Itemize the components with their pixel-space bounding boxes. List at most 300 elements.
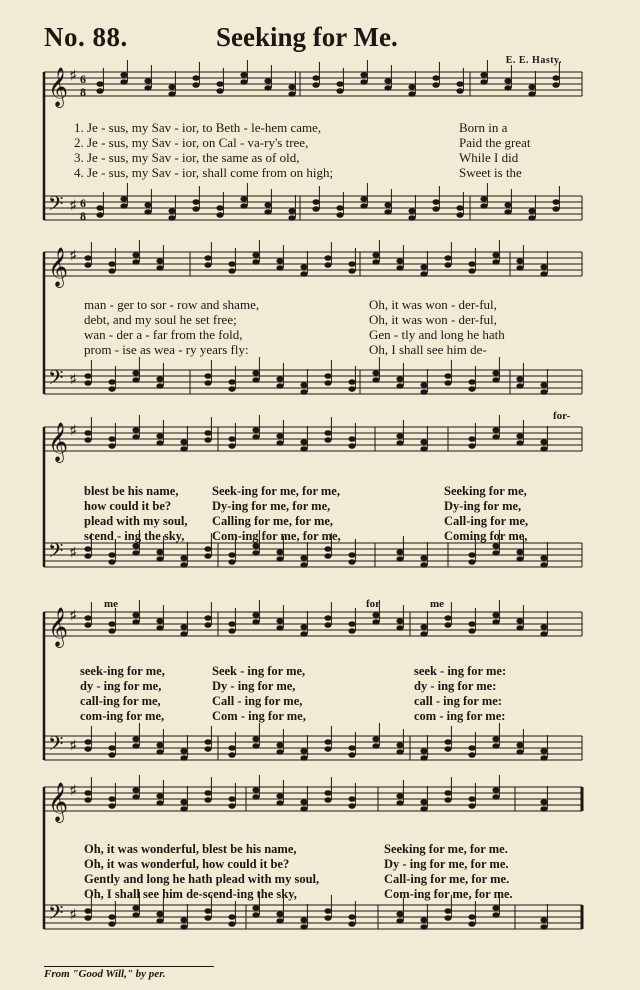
note-head-icon (288, 208, 295, 214)
note-head-icon (132, 259, 139, 265)
note-head-icon (156, 440, 163, 446)
note-head-icon (492, 912, 499, 918)
note-head-icon (288, 84, 295, 90)
note-head-icon (144, 85, 151, 91)
note-head-icon (180, 917, 187, 923)
note-head-icon (528, 91, 535, 97)
note-head-icon (108, 621, 115, 627)
note-head-icon (156, 911, 163, 917)
note-head-icon (396, 556, 403, 562)
treble-clef-icon: 𝄞 (48, 67, 69, 107)
lyric-line: seek-ing for me, (80, 664, 165, 678)
note-head-icon (336, 205, 343, 211)
note-head-icon (156, 749, 163, 755)
note-head-icon (516, 376, 523, 382)
cue-word: for- (553, 410, 571, 422)
note-head-icon (540, 631, 547, 637)
note-head-icon (216, 81, 223, 87)
note-head-icon (192, 199, 199, 205)
note-head-icon (372, 612, 379, 618)
note-head-icon (540, 382, 547, 388)
note-head-icon (204, 546, 211, 552)
note-head-icon (348, 443, 355, 449)
note-head-icon (300, 389, 307, 395)
note-head-icon (456, 212, 463, 218)
note-head-icon (540, 917, 547, 923)
note-head-icon (312, 199, 319, 205)
sharp-icon: ♯ (70, 197, 77, 212)
note-head-icon (528, 208, 535, 214)
note-head-icon (252, 912, 259, 918)
note-head-icon (84, 373, 91, 379)
lyric-line: seek - ing for me: (414, 664, 507, 678)
note-head-icon (300, 924, 307, 930)
note-head-icon (108, 261, 115, 267)
note-head-icon (324, 430, 331, 436)
note-head-icon (144, 202, 151, 208)
note-head-icon (420, 755, 427, 761)
note-head-icon (264, 78, 271, 84)
note-head-icon (360, 203, 367, 209)
note-head-icon (204, 622, 211, 628)
note-head-icon (468, 379, 475, 385)
lyric-line: dy - ing for me: (414, 679, 497, 693)
note-head-icon (300, 382, 307, 388)
note-head-icon (252, 787, 259, 793)
note-head-icon (192, 82, 199, 88)
note-head-icon (468, 268, 475, 274)
note-head-icon (492, 612, 499, 618)
note-head-icon (420, 389, 427, 395)
note-head-icon (276, 793, 283, 799)
bass-clef-icon: 𝄢 (48, 366, 64, 394)
treble-staff (44, 775, 582, 823)
note-head-icon (372, 743, 379, 749)
note-head-icon (348, 552, 355, 558)
note-head-icon (108, 803, 115, 809)
sharp-icon: ♯ (70, 782, 77, 797)
note-head-icon (516, 265, 523, 271)
note-head-icon (336, 88, 343, 94)
note-head-icon (324, 373, 331, 379)
note-head-icon (240, 72, 247, 78)
note-head-icon (372, 252, 379, 258)
note-head-icon (84, 546, 91, 552)
note-head-icon (516, 258, 523, 264)
note-head-icon (420, 555, 427, 561)
note-head-icon (288, 215, 295, 221)
lyric-line: com - ing for me: (414, 709, 506, 723)
note-head-icon (276, 433, 283, 439)
cue-word: for (366, 598, 381, 610)
note-head-icon (324, 622, 331, 628)
note-head-icon (372, 619, 379, 625)
note-head-icon (204, 908, 211, 914)
note-head-icon (132, 736, 139, 742)
note-head-icon (132, 794, 139, 800)
note-head-icon (480, 79, 487, 85)
footnote: From "Good Will," by per. (44, 968, 166, 980)
note-head-icon (324, 615, 331, 621)
note-head-icon (324, 790, 331, 796)
note-head-icon (408, 84, 415, 90)
bass-clef-icon: 𝄢 (48, 539, 64, 567)
note-head-icon (252, 370, 259, 376)
note-head-icon (324, 380, 331, 386)
note-head-icon (468, 261, 475, 267)
note-head-icon (264, 209, 271, 215)
note-head-icon (300, 799, 307, 805)
note-head-icon (492, 619, 499, 625)
note-head-icon (396, 265, 403, 271)
note-head-icon (444, 797, 451, 803)
note-head-icon (156, 618, 163, 624)
note-head-icon (396, 258, 403, 264)
note-head-icon (204, 797, 211, 803)
note-head-icon (96, 205, 103, 211)
note-head-icon (156, 742, 163, 748)
lyric-line: debt, and my soul he set free; (84, 312, 237, 327)
treble-clef-icon: 𝄞 (48, 422, 69, 462)
note-head-icon (456, 88, 463, 94)
lyric-line: com-ing for me, (80, 709, 165, 723)
note-head-icon (444, 380, 451, 386)
note-head-icon (420, 917, 427, 923)
sharp-icon: ♯ (70, 422, 77, 437)
note-head-icon (324, 553, 331, 559)
lyric-line: Seek-ing for me, for me, (212, 484, 340, 498)
note-head-icon (540, 446, 547, 452)
note-head-icon (84, 908, 91, 914)
note-head-icon (108, 796, 115, 802)
lyric-line: call - ing for me: (414, 694, 502, 708)
note-head-icon (84, 255, 91, 261)
note-head-icon (396, 749, 403, 755)
note-head-icon (132, 787, 139, 793)
note-head-icon (84, 553, 91, 559)
note-head-icon (132, 612, 139, 618)
note-head-icon (300, 748, 307, 754)
note-head-icon (348, 379, 355, 385)
note-head-icon (252, 794, 259, 800)
note-head-icon (492, 736, 499, 742)
note-head-icon (132, 743, 139, 749)
note-head-icon (540, 271, 547, 277)
note-head-icon (84, 915, 91, 921)
note-head-icon (444, 915, 451, 921)
note-head-icon (252, 427, 259, 433)
note-head-icon (432, 199, 439, 205)
note-head-icon (96, 212, 103, 218)
note-head-icon (396, 383, 403, 389)
note-head-icon (156, 793, 163, 799)
note-head-icon (420, 446, 427, 452)
note-head-icon (180, 806, 187, 812)
note-head-icon (384, 209, 391, 215)
note-head-icon (228, 745, 235, 751)
lyric-line: Oh, I shall see him de-scend-ing the sky, (84, 887, 297, 901)
note-head-icon (84, 746, 91, 752)
note-head-icon (468, 621, 475, 627)
note-head-icon (540, 555, 547, 561)
lyric-line: Coming for me, (444, 529, 528, 543)
note-head-icon (240, 203, 247, 209)
note-head-icon (168, 84, 175, 90)
note-head-icon (180, 562, 187, 568)
note-head-icon (108, 436, 115, 442)
note-head-icon (108, 914, 115, 920)
note-head-icon (204, 739, 211, 745)
note-head-icon (252, 619, 259, 625)
note-head-icon (180, 555, 187, 561)
note-head-icon (300, 562, 307, 568)
lyric-line: Dy - ing for me, for me. (384, 857, 509, 871)
note-head-icon (348, 436, 355, 442)
note-head-icon (108, 386, 115, 392)
note-head-icon (204, 553, 211, 559)
note-head-icon (180, 748, 187, 754)
note-head-icon (540, 755, 547, 761)
note-head-icon (396, 793, 403, 799)
note-head-icon (276, 440, 283, 446)
hymn-title: Seeking for Me. (216, 22, 398, 52)
note-head-icon (276, 918, 283, 924)
lyric-line: Gen - tly and long he hath (369, 327, 505, 342)
lyric-line: Paid the great (459, 135, 531, 150)
lyric-line: how could it be? (84, 499, 172, 513)
lyric-line: prom - ise as wea - ry years fly: (84, 342, 249, 357)
note-head-icon (156, 800, 163, 806)
note-head-icon (348, 752, 355, 758)
note-head-icon (276, 618, 283, 624)
note-head-icon (228, 803, 235, 809)
note-head-icon (156, 265, 163, 271)
note-head-icon (276, 549, 283, 555)
note-head-icon (360, 79, 367, 85)
note-head-icon (252, 434, 259, 440)
verse-lyrics-system-5 (84, 842, 513, 902)
note-head-icon (516, 618, 523, 624)
note-head-icon (84, 739, 91, 745)
note-head-icon (204, 790, 211, 796)
note-head-icon (348, 628, 355, 634)
lyric-line: Gently and long he hath plead with my soul, (84, 872, 320, 886)
lyric-line: Dy-ing for me, for me, (212, 499, 331, 513)
note-head-icon (420, 624, 427, 630)
note-head-icon (372, 377, 379, 383)
lyric-line: 2. Je - sus, my Sav - ior, on Cal - va-ry's tree, (74, 135, 309, 150)
note-head-icon (492, 550, 499, 556)
treble-staff (44, 415, 582, 463)
lyric-line: Calling for me, for me, (212, 514, 334, 528)
note-head-icon (372, 370, 379, 376)
note-head-icon (108, 443, 115, 449)
note-head-icon (540, 264, 547, 270)
note-head-icon (324, 915, 331, 921)
note-head-icon (252, 612, 259, 618)
note-head-icon (132, 912, 139, 918)
verse-lyrics-system-4 (80, 664, 506, 724)
lyric-line: Dy-ing for me, (444, 499, 522, 513)
note-head-icon (420, 562, 427, 568)
note-head-icon (228, 796, 235, 802)
note-head-icon (156, 433, 163, 439)
note-head-icon (516, 742, 523, 748)
note-head-icon (252, 543, 259, 549)
note-head-icon (420, 264, 427, 270)
note-head-icon (300, 271, 307, 277)
note-head-icon (540, 389, 547, 395)
note-head-icon (468, 628, 475, 634)
note-head-icon (444, 615, 451, 621)
time-signature-icon: 8 (80, 209, 86, 223)
note-head-icon (276, 556, 283, 562)
note-head-icon (420, 439, 427, 445)
note-head-icon (204, 746, 211, 752)
note-head-icon (552, 206, 559, 212)
lyric-line: 3. Je - sus, my Sav - ior, the same as of old, (74, 150, 300, 165)
note-head-icon (468, 386, 475, 392)
note-head-icon (408, 91, 415, 97)
lyric-line: 1. Je - sus, my Sav - ior, to Beth - le-hem came, (74, 120, 322, 135)
cue-word: me (104, 598, 119, 610)
note-head-icon (180, 924, 187, 930)
note-head-icon (180, 631, 187, 637)
note-head-icon (228, 379, 235, 385)
note-head-icon (228, 921, 235, 927)
note-head-icon (240, 196, 247, 202)
note-head-icon (108, 379, 115, 385)
note-head-icon (348, 796, 355, 802)
note-head-icon (168, 91, 175, 97)
note-head-icon (492, 377, 499, 383)
lyric-line: Com - ing for me, (212, 709, 306, 723)
lyric-line: scend - ing the sky, (84, 529, 185, 543)
note-head-icon (288, 91, 295, 97)
lyric-line: Oh, it was wonderful, blest be his name, (84, 842, 297, 856)
note-head-icon (384, 78, 391, 84)
note-head-icon (228, 443, 235, 449)
note-head-icon (96, 88, 103, 94)
note-head-icon (120, 196, 127, 202)
note-head-icon (84, 437, 91, 443)
note-head-icon (156, 549, 163, 555)
note-head-icon (132, 377, 139, 383)
note-head-icon (252, 377, 259, 383)
note-head-icon (144, 78, 151, 84)
note-head-icon (324, 797, 331, 803)
note-head-icon (492, 743, 499, 749)
note-head-icon (420, 799, 427, 805)
note-head-icon (156, 556, 163, 562)
note-head-icon (240, 79, 247, 85)
note-head-icon (264, 85, 271, 91)
sharp-icon: ♯ (70, 607, 77, 622)
note-head-icon (132, 252, 139, 258)
note-head-icon (204, 615, 211, 621)
note-head-icon (276, 265, 283, 271)
note-head-icon (336, 81, 343, 87)
note-head-icon (204, 262, 211, 268)
note-head-icon (420, 631, 427, 637)
note-head-icon (444, 739, 451, 745)
treble-clef-icon: 𝄞 (48, 607, 69, 647)
note-head-icon (432, 82, 439, 88)
note-head-icon (348, 621, 355, 627)
lyric-line: Oh, I shall see him de- (369, 342, 487, 357)
note-head-icon (300, 631, 307, 637)
note-head-icon (276, 800, 283, 806)
note-head-icon (432, 206, 439, 212)
note-head-icon (396, 625, 403, 631)
lyric-line: plead with my soul, (84, 514, 188, 528)
note-head-icon (276, 911, 283, 917)
note-head-icon (228, 559, 235, 565)
note-head-icon (408, 215, 415, 221)
note-head-icon (228, 621, 235, 627)
note-head-icon (252, 252, 259, 258)
note-head-icon (372, 259, 379, 265)
note-head-icon (492, 434, 499, 440)
note-head-icon (492, 905, 499, 911)
note-head-icon (396, 742, 403, 748)
note-head-icon (168, 208, 175, 214)
note-head-icon (204, 437, 211, 443)
note-head-icon (336, 212, 343, 218)
hymn-number: No. 88. (44, 22, 128, 52)
note-head-icon (180, 624, 187, 630)
note-head-icon (156, 258, 163, 264)
note-head-icon (540, 562, 547, 568)
lyric-line: Born in a (459, 120, 508, 135)
note-head-icon (372, 736, 379, 742)
note-head-icon (156, 376, 163, 382)
note-head-icon (228, 752, 235, 758)
note-head-icon (120, 79, 127, 85)
sharp-icon: ♯ (70, 544, 77, 559)
note-head-icon (204, 380, 211, 386)
note-head-icon (528, 215, 535, 221)
note-head-icon (468, 803, 475, 809)
note-head-icon (432, 75, 439, 81)
note-head-icon (324, 746, 331, 752)
treble-clef-icon: 𝄞 (48, 247, 69, 287)
bass-staff (44, 357, 582, 395)
note-head-icon (132, 550, 139, 556)
note-head-icon (348, 386, 355, 392)
note-head-icon (84, 262, 91, 268)
note-head-icon (504, 209, 511, 215)
bass-staff (44, 183, 582, 223)
note-head-icon (312, 82, 319, 88)
lyric-line: Dy - ing for me, (212, 679, 296, 693)
note-head-icon (300, 555, 307, 561)
verse-lyrics-system-3 (84, 484, 528, 544)
note-head-icon (468, 921, 475, 927)
note-head-icon (204, 255, 211, 261)
note-head-icon (132, 543, 139, 549)
lyric-line: Call-ing for me, for me. (384, 872, 510, 886)
treble-staff (44, 240, 582, 288)
note-head-icon (300, 264, 307, 270)
note-head-icon (276, 376, 283, 382)
note-head-icon (120, 203, 127, 209)
note-head-icon (468, 914, 475, 920)
note-head-icon (516, 383, 523, 389)
note-head-icon (396, 433, 403, 439)
note-head-icon (312, 206, 319, 212)
note-head-icon (108, 559, 115, 565)
